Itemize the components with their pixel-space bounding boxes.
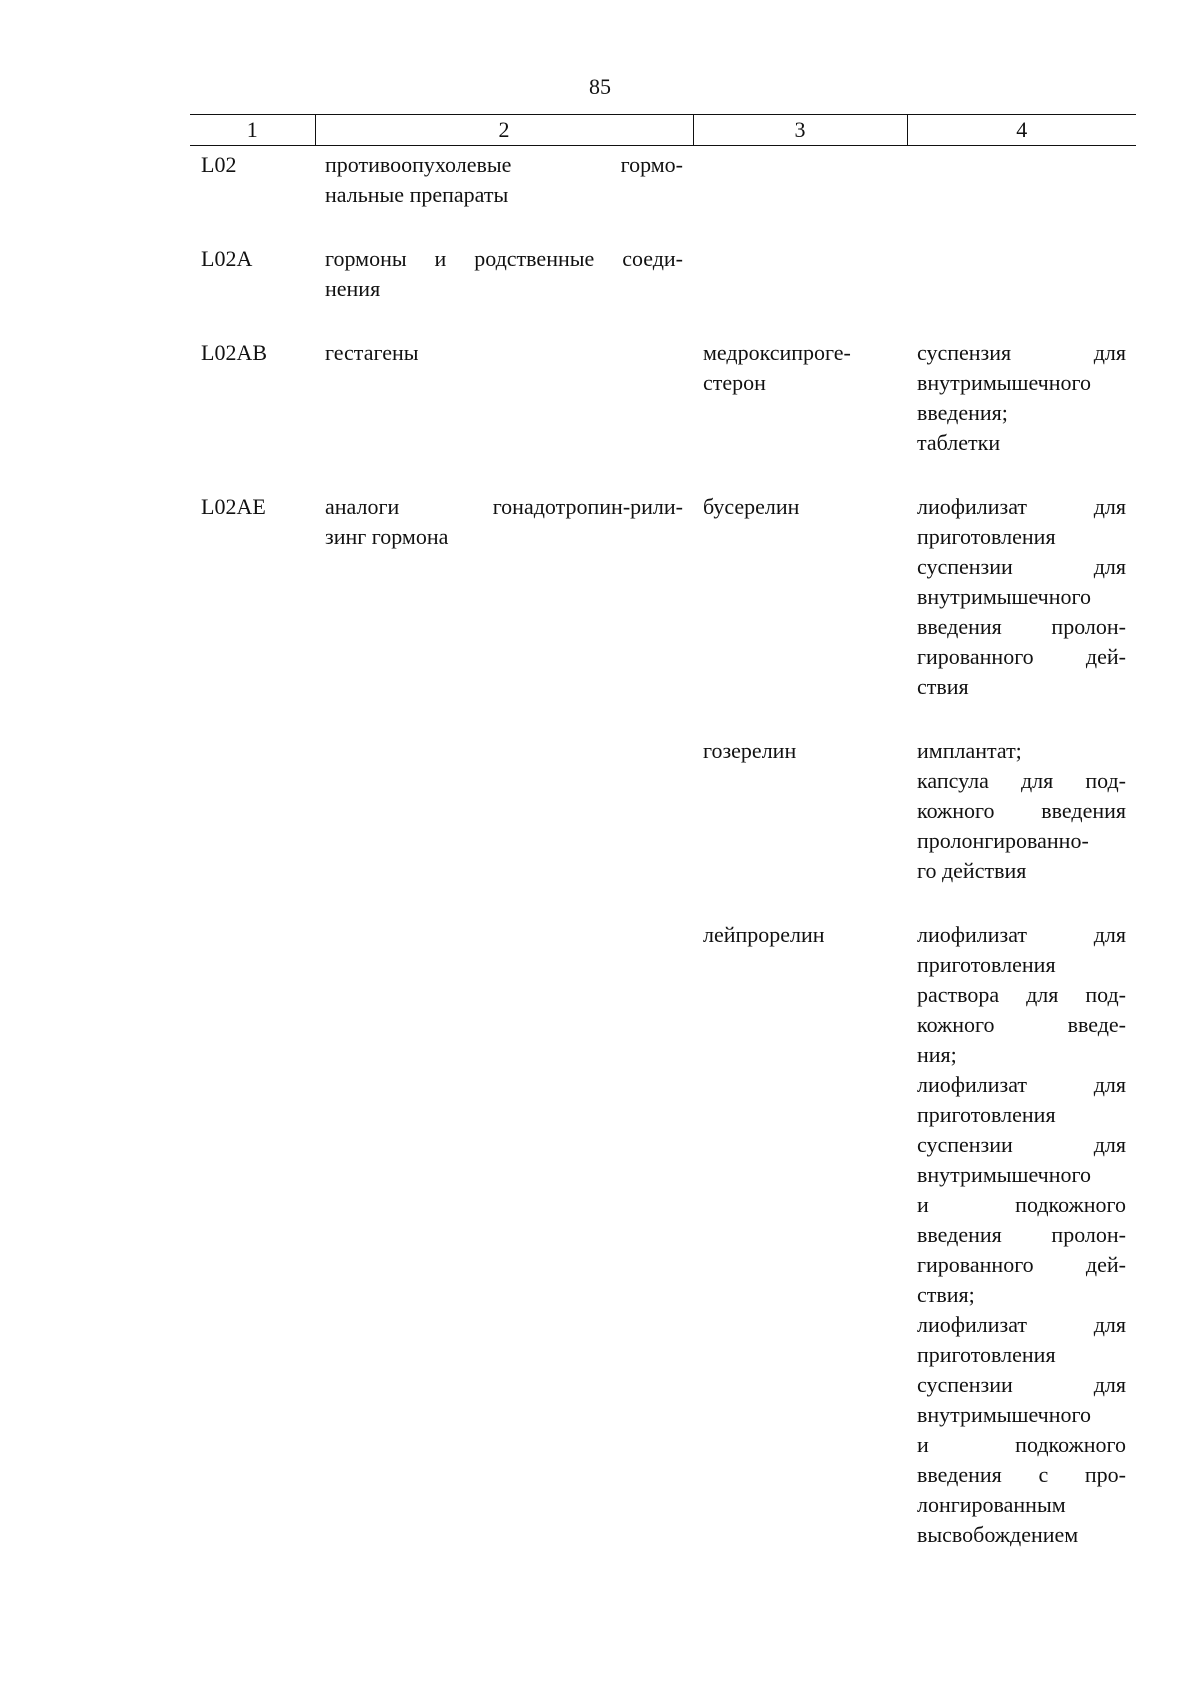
- dosage-form-line: введения;: [917, 400, 1008, 425]
- drug-name-cell: [693, 210, 907, 304]
- drug-table: [190, 114, 1136, 1550]
- table-body: [190, 146, 1136, 1551]
- column-header-3: 3: [693, 115, 907, 146]
- dosage-form-line: лиофилизат для: [917, 494, 1126, 519]
- dosage-form-line: высвобождением: [917, 1522, 1079, 1547]
- dosage-form-line: суспензии для: [917, 1132, 1126, 1157]
- anatomical-group-cell: [315, 304, 693, 458]
- group-line: гестагены: [325, 340, 419, 365]
- dosage-form-line: и подкожного: [917, 1432, 1126, 1457]
- dosage-form-line: таблетки: [917, 430, 1001, 455]
- table-row: [190, 304, 1136, 458]
- dosage-form-cell: [907, 304, 1136, 458]
- atc-code-cell: [190, 210, 315, 304]
- dosage-form-line: введения пролон-: [917, 614, 1126, 639]
- column-header-1: 1: [190, 115, 315, 146]
- drug-name-cell: [693, 304, 907, 458]
- dosage-form-line: и подкожного: [917, 1192, 1126, 1217]
- dosage-form-line: внутримышечного: [917, 1402, 1091, 1427]
- atc-code-cell: [190, 146, 315, 211]
- drug-name-cell: [693, 146, 907, 211]
- dosage-form-line: гированного дей-: [917, 1252, 1126, 1277]
- drug-name-cell: [693, 702, 907, 886]
- drug-name-line: медроксипроге-: [703, 340, 851, 365]
- group-line: аналоги гонадотропин-рили-: [325, 494, 683, 519]
- drug-name-line: стерон: [703, 370, 766, 395]
- anatomical-group-cell: [315, 210, 693, 304]
- column-header-2: 2: [315, 115, 693, 146]
- table-row: [190, 458, 1136, 702]
- atc-code: L02AB: [201, 340, 267, 365]
- table-header: [190, 115, 1136, 146]
- anatomical-group-cell: [315, 702, 693, 886]
- dosage-form-line: введения с про-: [917, 1462, 1126, 1487]
- dosage-form-cell: [907, 210, 1136, 304]
- group-line: гормоны и родственные соеди-: [325, 246, 683, 271]
- dosage-form-line: гированного дей-: [917, 644, 1126, 669]
- drug-name-cell: [693, 458, 907, 702]
- dosage-form-cell: [907, 458, 1136, 702]
- table-row: [190, 210, 1136, 304]
- dosage-form-line: лиофилизат для: [917, 922, 1126, 947]
- dosage-form-cell: [907, 886, 1136, 1550]
- anatomical-group-cell: [315, 458, 693, 702]
- dosage-form-line: суспензии для: [917, 554, 1126, 579]
- dosage-form-line: лиофилизат для: [917, 1312, 1126, 1337]
- dosage-form-cell: [907, 702, 1136, 886]
- atc-code-cell: [190, 458, 315, 702]
- dosage-form-line: приготовления: [917, 952, 1056, 977]
- drug-name-line: гозерелин: [703, 738, 797, 763]
- dosage-form-line: имплантат;: [917, 738, 1022, 763]
- dosage-form-line: ствия;: [917, 1282, 975, 1307]
- anatomical-group-cell: [315, 146, 693, 211]
- anatomical-group-cell: [315, 886, 693, 1550]
- dosage-form-line: ния;: [917, 1042, 957, 1067]
- dosage-form-line: кожного введе-: [917, 1012, 1126, 1037]
- table-row: [190, 702, 1136, 886]
- dosage-form-line: раствора для под-: [917, 982, 1126, 1007]
- group-line: нальные препараты: [325, 182, 509, 207]
- drug-name-line: лейпрорелин: [703, 922, 825, 947]
- dosage-form-line: введения пролон-: [917, 1222, 1126, 1247]
- group-line: зинг гормона: [325, 524, 449, 549]
- atc-code: L02AE: [201, 494, 266, 519]
- dosage-form-line: пролонгированно-: [917, 828, 1089, 853]
- dosage-form-line: внутримышечного: [917, 584, 1091, 609]
- drug-name-cell: [693, 886, 907, 1550]
- atc-code: L02: [201, 152, 237, 177]
- group-line: нения: [325, 276, 381, 301]
- dosage-form-line: внутримышечного: [917, 370, 1091, 395]
- dosage-form-line: приготовления: [917, 524, 1056, 549]
- group-line: противоопухолевые гормо-: [325, 152, 683, 177]
- dosage-form-line: приготовления: [917, 1342, 1056, 1367]
- atc-code-cell: [190, 702, 315, 886]
- drug-name-line: бусерелин: [703, 494, 800, 519]
- dosage-form-line: внутримышечного: [917, 1162, 1091, 1187]
- dosage-form-cell: [907, 146, 1136, 211]
- dosage-form-line: приготовления: [917, 1102, 1056, 1127]
- dosage-form-line: суспензии для: [917, 1372, 1126, 1397]
- table-row: [190, 146, 1136, 211]
- atc-code-cell: [190, 886, 315, 1550]
- dosage-form-line: кожного введения: [917, 798, 1126, 823]
- dosage-form-line: лиофилизат для: [917, 1072, 1126, 1097]
- column-header-4: 4: [907, 115, 1136, 146]
- atc-code: L02A: [201, 246, 253, 271]
- page-number: 85: [589, 74, 611, 99]
- atc-code-cell: [190, 304, 315, 458]
- dosage-form-line: го действия: [917, 858, 1027, 883]
- dosage-form-line: суспензия для: [917, 340, 1126, 365]
- table-row: [190, 886, 1136, 1550]
- dosage-form-line: лонгированным: [917, 1492, 1066, 1517]
- dosage-form-line: ствия: [917, 674, 969, 699]
- dosage-form-line: капсула для под-: [917, 768, 1126, 793]
